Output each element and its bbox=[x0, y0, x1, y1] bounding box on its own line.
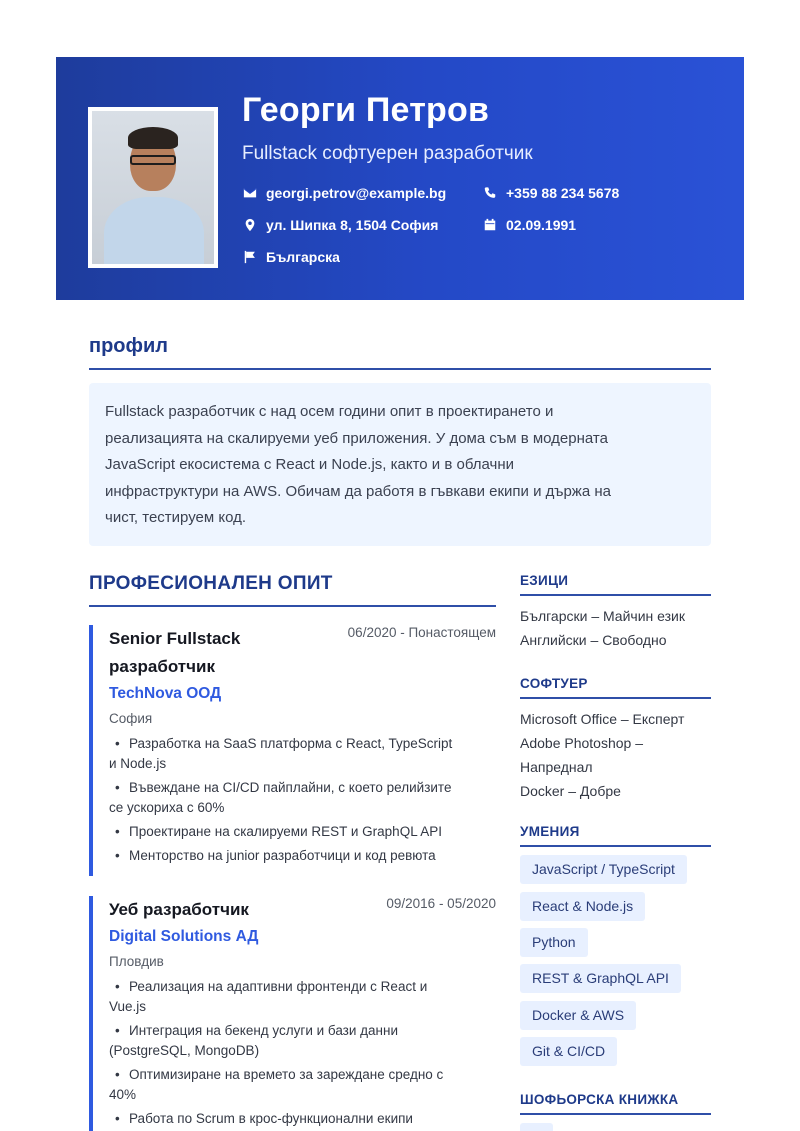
list-item: • Менторство на junior разработчици и код ревюта bbox=[115, 848, 436, 863]
contact-phone[interactable] bbox=[482, 185, 619, 201]
profile-summary bbox=[89, 383, 711, 546]
job-company: TechNova ООД bbox=[109, 685, 222, 702]
skills-heading: УМЕНИЯ bbox=[520, 824, 580, 839]
list-item: • Оптимизиране на времето за зареждане средно с 40% bbox=[109, 1067, 444, 1102]
person-name: Георги Петров bbox=[242, 91, 490, 129]
job-bullets bbox=[109, 734, 496, 866]
skill-chip: Python bbox=[520, 928, 588, 957]
profile-line: Fullstack разработчик с над осем години опит в проектирането и bbox=[105, 403, 554, 420]
list-item: Напреднал bbox=[520, 759, 593, 775]
cv-header bbox=[56, 57, 744, 300]
job-entry bbox=[89, 625, 496, 876]
profile-line: инфраструктури на AWS. Обичам да работя в гъвкави екипи и държа на bbox=[105, 482, 611, 500]
profile-line: реализацията на скалируеми уеб приложения. У дома съм в модерната bbox=[105, 429, 608, 447]
list-item: Docker – Добре bbox=[520, 783, 621, 799]
job-dates: 09/2016 - 05/2020 bbox=[386, 896, 496, 911]
profile-line: JavaScript екосистема с React и Node.js, както и в облачни bbox=[105, 456, 514, 473]
list-item: • Интеграция на бекенд услуги и бази данни (PostgreSQL, MongoDB) bbox=[109, 1023, 399, 1058]
job-city: Пловдив bbox=[109, 954, 164, 969]
languages-list bbox=[520, 604, 711, 652]
phone-icon bbox=[482, 185, 498, 201]
list-item: Microsoft Office – Експерт bbox=[520, 711, 685, 727]
license-chip bbox=[520, 1123, 553, 1131]
license-divider bbox=[520, 1113, 711, 1115]
profile-heading: профил bbox=[89, 335, 169, 357]
skill-chip: Docker & AWS bbox=[520, 1001, 636, 1030]
contact-nationality bbox=[242, 249, 340, 265]
nationality-text: Българска bbox=[266, 249, 340, 265]
job-city: София bbox=[109, 711, 153, 726]
list-item: • Работа по Scrum в крос-функционални екипи bbox=[115, 1111, 413, 1126]
software-divider bbox=[520, 697, 711, 699]
job-entry bbox=[89, 896, 496, 1131]
software-heading: СОФТУЕР bbox=[520, 676, 588, 691]
skill-chip: React & Node.js bbox=[520, 892, 645, 921]
skill-chip: Git & CI/CD bbox=[520, 1037, 617, 1066]
profile-line: чист, тестируем код. bbox=[105, 509, 247, 526]
license-heading: ШОФЬОРСКА КНИЖКА bbox=[520, 1092, 679, 1107]
skill-chip: JavaScript / TypeScript bbox=[520, 855, 687, 884]
skills-divider bbox=[520, 845, 711, 847]
address-text: ул. Шипка 8, 1504 София bbox=[266, 217, 439, 233]
list-item: Adobe Photoshop – bbox=[520, 735, 643, 751]
languages-divider bbox=[520, 594, 711, 596]
contact-address bbox=[242, 217, 438, 233]
skill-chip: REST & GraphQL API bbox=[520, 964, 681, 993]
experience-divider bbox=[89, 605, 496, 607]
list-item: Български – Майчин език bbox=[520, 608, 685, 624]
contact-birthdate bbox=[482, 217, 576, 233]
job-title: Fullstack софтуерен разработчик bbox=[242, 143, 533, 164]
experience-heading: ПРОФЕСИОНАЛЕН ОПИТ bbox=[89, 573, 333, 594]
profile-divider bbox=[89, 368, 711, 370]
job-company: Digital Solutions АД bbox=[109, 928, 259, 945]
email-text: georgi.petrov@example.bg bbox=[266, 185, 447, 201]
job-position: Senior Fullstack разработчик bbox=[109, 629, 241, 676]
languages-heading: ЕЗИЦИ bbox=[520, 573, 569, 588]
flag-icon bbox=[242, 249, 258, 265]
list-item: • Разработка на SaaS платформа с React, TypeScript и Node.js bbox=[109, 736, 453, 771]
envelope-icon bbox=[242, 185, 258, 201]
job-bullets bbox=[109, 977, 496, 1129]
map-pin-icon bbox=[242, 217, 258, 233]
job-dates: 06/2020 - Понастоящем bbox=[347, 625, 496, 640]
job-position: Уеб разработчик bbox=[109, 900, 249, 919]
list-item: • Въвеждане на CI/CD пайплайни, с което релийзите се ускориха с 60% bbox=[109, 780, 452, 815]
birthdate-text: 02.09.1991 bbox=[506, 217, 577, 233]
phone-text: +359 88 234 5678 bbox=[506, 185, 620, 201]
contact-email[interactable] bbox=[242, 185, 446, 201]
software-list bbox=[520, 707, 711, 803]
profile-photo bbox=[88, 107, 218, 268]
list-item: • Реализация на адаптивни фронтенди с React и Vue.js bbox=[109, 979, 428, 1014]
list-item: • Проектиране на скалируеми REST и GraphQL API bbox=[115, 824, 442, 839]
list-item: Английски – Свободно bbox=[520, 632, 667, 648]
calendar-icon bbox=[482, 217, 498, 233]
